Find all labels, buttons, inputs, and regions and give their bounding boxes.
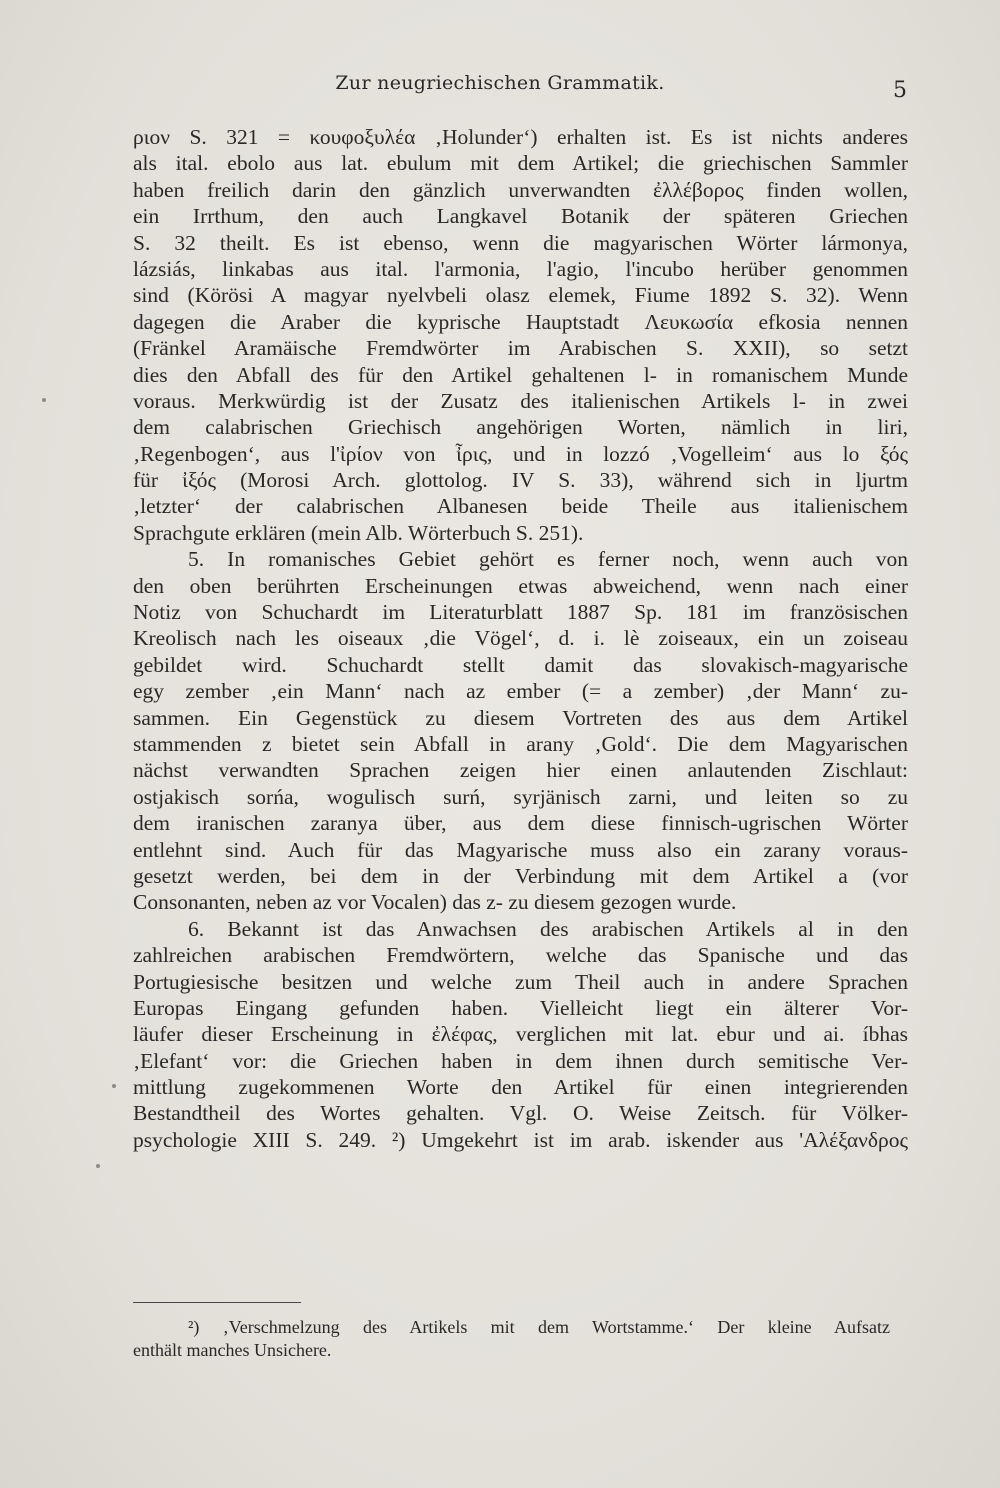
text-line: dies den Abfall des für den Artikel gehaltenen l- in romanischem Munde xyxy=(133,362,908,387)
text-line: als ital. ebolo aus lat. ebulum mit dem Artikel; die griechischen Sammler xyxy=(133,151,908,176)
footnote xyxy=(133,1316,890,1362)
text-line: zahlreichen arabischen Fremdwörtern, welche das Spanische und das xyxy=(133,943,908,968)
paper-speck xyxy=(96,1164,100,1168)
text-line: egy zember ‚ein Mann‘ nach az ember (= a zember) ‚der Mann‘ zu- xyxy=(133,679,908,704)
footnote-line: enthält manches Unsichere. xyxy=(133,1340,332,1360)
text-line: Consonanten, neben az vor Vocalen) das z- zu diesem gezogen wurde. xyxy=(133,890,737,915)
text-line: nächst verwandten Sprachen zeigen hier einen anlautenden Zischlaut: xyxy=(133,758,908,783)
paper-speck xyxy=(42,398,46,402)
text-line: den oben berührten Erscheinungen etwas abweichend, wenn nach einer xyxy=(133,573,908,598)
section-6-start: 6. Bekannt ist das Anwachsen des arabischen Artikels al in den xyxy=(188,916,908,941)
text-line: läufer dieser Erscheinung in ἐλέφας, verglichen mit lat. ebur und ai. íbhas xyxy=(133,1022,908,1047)
text-line: sind (Körösi A magyar nyelvbeli olasz elemek, Fiume 1892 S. 32). Wenn xyxy=(133,283,908,308)
text-line: voraus. Merkwürdig ist der Zusatz des italienischen Artikels l- in zwei xyxy=(133,388,908,413)
footnote-rule xyxy=(133,1302,301,1303)
paper-speck xyxy=(112,1084,116,1088)
page-number: 5 xyxy=(893,78,907,103)
text-line: haben freilich darin den gänzlich unverwandten ἐλλέβορος finden wollen, xyxy=(133,177,908,202)
text-line: Sprachgute erklären (mein Alb. Wörterbuch S. 251). xyxy=(133,520,584,545)
text-line: mittlung zugekommenen Worte den Artikel für einen integrierenden xyxy=(133,1075,908,1100)
running-title: Zur neugriechischen Grammatik. xyxy=(335,72,665,94)
section-5-start: 5. In romanisches Gebiet gehört es ferner noch, wenn auch von xyxy=(188,547,908,572)
text-line: entlehnt sind. Auch für das Magyarische muss also ein zarany voraus- xyxy=(133,837,908,862)
text-line: gesetzt werden, bei dem in der Verbindung mit dem Artikel a (vor xyxy=(133,863,908,888)
text-line: dem calabrischen Griechisch angehörigen Worten, nämlich in liri, xyxy=(133,415,908,440)
body-text xyxy=(133,124,908,1153)
text-line: Notiz von Schuchardt im Literaturblatt 1887 Sp. 181 im französischen xyxy=(133,600,908,625)
text-line: Portugiesische besitzen und welche zum Theil auch in andere Sprachen xyxy=(133,969,908,994)
text-line: Kreolisch nach les oiseaux ‚die Vögel‘, d. i. lè zoiseaux, ein un zoiseau xyxy=(133,626,908,651)
text-line: sammen. Ein Gegenstück zu diesem Vortreten des aus dem Artikel xyxy=(133,705,908,730)
text-line: ostjakisch sorńa, wogulisch surń, syrjänisch zarni, und leiten so zu xyxy=(133,784,908,809)
text-line: (Fränkel Aramäische Fremdwörter im Arabischen S. XXII), so setzt xyxy=(133,336,908,361)
text-line: ‚letzter‘ der calabrischen Albanesen beide Theile aus italienischem xyxy=(133,494,908,519)
text-line: ‚Regenbogen‘, aus l'ἰρίον von ἶρις, und in lozzó ‚Vogelleim‘ aus lo ξός xyxy=(133,441,908,466)
footnote-line: ²) ‚Verschmelzung des Artikels mit dem Wortstamme.‘ Der kleine Aufsatz xyxy=(188,1317,890,1337)
text-line: stammenden z bietet sein Abfall in arany ‚Gold‘. Die dem Magyarischen xyxy=(133,731,908,756)
text-line: ‚Elefant‘ vor: die Griechen haben in dem ihnen durch semitische Ver- xyxy=(133,1048,908,1073)
text-line: lázsiás, linkabas aus ital. l'armonia, l'agio, l'incubo herüber genommen xyxy=(133,256,908,281)
text-line: S. 32 theilt. Es ist ebenso, wenn die magyarischen Wörter lármonya, xyxy=(133,230,908,255)
text-line: gebildet wird. Schuchardt stellt damit das slovakisch-magyarische xyxy=(133,652,908,677)
text-line: ein Irrthum, den auch Langkavel Botanik der späteren Griechen xyxy=(133,204,908,229)
text-line: dagegen die Araber die kyprische Hauptstadt Λευκωσία efkosia nennen xyxy=(133,309,908,334)
text-line: psychologie XIII S. 249. ²) Umgekehrt ist im arab. iskender aus 'Αλέξανδρος xyxy=(133,1127,908,1152)
text-line: Bestandtheil des Wortes gehalten. Vgl. O. Weise Zeitsch. für Völker- xyxy=(133,1101,908,1126)
text-line: Europas Eingang gefunden haben. Vielleicht liegt ein älterer Vor- xyxy=(133,995,908,1020)
text-line: für ἰξός (Morosi Arch. glottolog. IV S. 33), während sich in ljurtm xyxy=(133,468,908,493)
text-line: dem iranischen zaranya über, aus dem diese finnisch-ugrischen Wörter xyxy=(133,811,908,836)
text-line: ριον S. 321 = κουφοξυλέα ‚Holunder‘) erhalten ist. Es ist nichts anderes xyxy=(133,125,908,149)
